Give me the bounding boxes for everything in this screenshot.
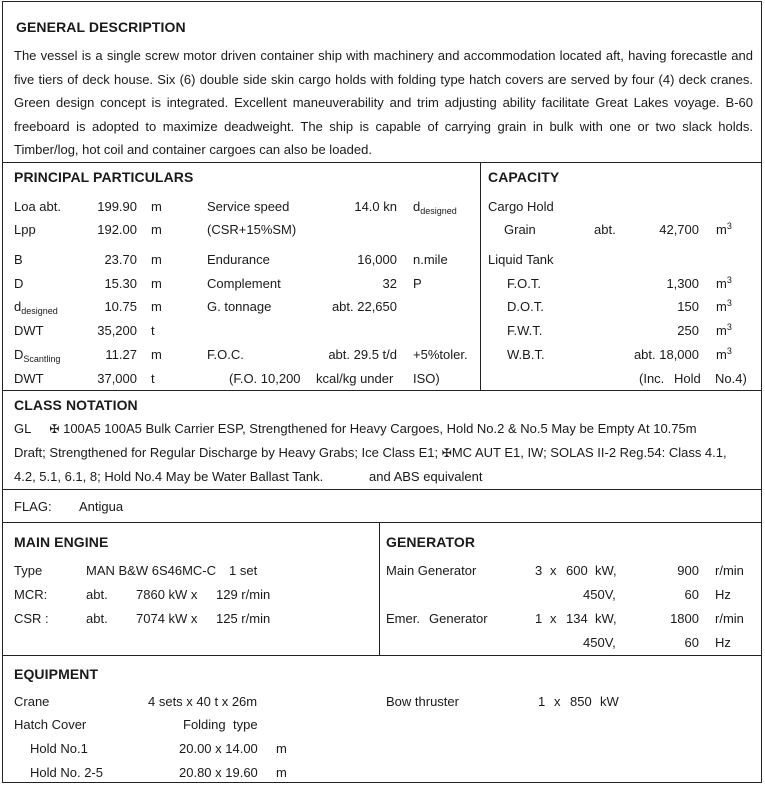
- fot-unit: $m^3$: [716, 275, 732, 291]
- capacity-title: CAPACITY: [488, 169, 560, 185]
- csr-prefix: abt.: [86, 611, 108, 626]
- class-line-2: Draft; Strengthened for Regular Discharge by Heavy Grabs; Ice Class E1; ✠MC AUT E1, IW; SOLAS II-2 Reg.54: Class 4.1,: [14, 445, 727, 460]
- dot-value: 150: [677, 299, 699, 314]
- foc-note-1: (F.O. 10,200: [229, 371, 301, 386]
- wbt-note-1: (Inc.: [639, 371, 665, 386]
- emer-generator-power: 134: [566, 611, 588, 626]
- row-dscantling-label: $D_{Scantling}$: [14, 347, 61, 364]
- wbt-label: W.B.T.: [507, 347, 545, 362]
- hold-1-unit: m: [276, 741, 287, 756]
- row-ddesigned-label: $d_{designed}$: [14, 299, 58, 316]
- equipment-title: EQUIPMENT: [14, 666, 99, 682]
- row-dscantling-sub: Scantling: [23, 354, 61, 364]
- emer-generator-unit: kW,: [595, 611, 617, 626]
- fot-label: F.O.T.: [507, 276, 541, 291]
- mcr-rpm: 129 r/min: [216, 587, 271, 602]
- csr-label: CSR :: [14, 611, 49, 626]
- bow-thruster-label: Bow thruster: [386, 694, 459, 709]
- hold-2-5-value: 20.80 x 19.60: [179, 765, 258, 780]
- wbt-note-3: No.4): [715, 371, 747, 386]
- csr-note: (CSR+15%SM): [207, 222, 297, 237]
- main-engine-title: MAIN ENGINE: [14, 534, 109, 550]
- wbt-unit: $m^3$: [716, 346, 732, 362]
- csr-power: 7074 kW x: [136, 611, 198, 626]
- grain-unit: $m^3$: [716, 221, 732, 237]
- principal-particulars-title: PRINCIPAL PARTICULARS: [14, 169, 194, 185]
- foc-label: F.O.C.: [207, 347, 244, 362]
- row-dscantling-value: 11.27: [105, 347, 137, 362]
- hatch-cover-value-2: type: [233, 717, 258, 732]
- row-b-unit: m: [151, 252, 162, 267]
- equipment-section: [3, 656, 761, 783]
- grain-value: 42,700: [659, 222, 699, 237]
- grain-prefix: abt.: [594, 222, 616, 237]
- fwt-label: F.W.T.: [507, 323, 543, 338]
- engine-type-value: MAN B&W 6S46MC-C: [86, 563, 217, 578]
- emer-generator-freq-unit: Hz: [715, 635, 731, 650]
- class-cross-icon: ✠: [49, 422, 60, 436]
- hold-2-5-label: Hold No. 2-5: [30, 765, 103, 780]
- endurance-unit: n.mile: [413, 252, 448, 267]
- emer-generator-x: x: [550, 611, 557, 626]
- main-generator-freq-unit: Hz: [715, 587, 731, 602]
- main-generator-qty: 3: [535, 563, 543, 578]
- endurance-value: 16,000: [357, 252, 397, 267]
- foc-unit: +5%toler.: [413, 347, 468, 362]
- class-line-3: 4.2, 5.1, 6.1, 8; Hold No.4 May be Water Ballast Tank.: [14, 469, 324, 484]
- row-d-value: 15.30: [104, 276, 137, 291]
- grain-label: Grain: [504, 222, 536, 237]
- engine-type-count: 1 set: [229, 563, 258, 578]
- class-notation-title: CLASS NOTATION: [14, 397, 138, 413]
- dot-unit: $m^3$: [716, 298, 732, 314]
- row-loa-unit: m: [151, 199, 162, 214]
- service-speed-value: 14.0 kn: [354, 199, 397, 214]
- mcr-label: MCR:: [14, 587, 48, 602]
- foc-value: abt. 29.5 t/d: [328, 347, 397, 362]
- wbt-value: abt. 18,000: [633, 347, 699, 362]
- main-generator-power: 600: [566, 563, 588, 578]
- row-dwt-value: 35,200: [97, 323, 137, 338]
- tonnage-value: abt. 22,650: [331, 299, 397, 314]
- row-dwt-unit: t: [151, 323, 155, 338]
- bow-thruster-x: x: [554, 694, 561, 709]
- row-lpp-label: Lpp: [14, 222, 36, 237]
- class-line-3-tail: and ABS equivalent: [369, 469, 483, 484]
- hatch-cover-value: Folding: [183, 717, 226, 732]
- engine-section: [3, 523, 761, 656]
- general-description-section: [3, 2, 761, 163]
- csr-rpm: 125 r/min: [216, 611, 271, 626]
- engine-type-label: Type: [14, 563, 43, 578]
- hold-1-label: Hold No.1: [30, 741, 88, 756]
- mcr-power: 7860 kW x: [136, 587, 198, 602]
- row-dwt-label: DWT: [14, 323, 44, 338]
- emer-generator-speed: 1800: [670, 611, 699, 626]
- engine-divider: [379, 523, 380, 655]
- service-speed-label: Service speed: [207, 199, 290, 214]
- complement-label: Complement: [207, 276, 281, 291]
- emer-generator-label-2: Generator: [429, 611, 488, 626]
- cargo-hold-label: Cargo Hold: [488, 199, 554, 214]
- main-generator-freq: 60: [684, 587, 699, 602]
- wbt-note-2: Hold: [674, 371, 701, 386]
- foc-note-3: ISO): [413, 371, 440, 386]
- main-generator-unit: kW,: [595, 563, 617, 578]
- row-lpp-unit: m: [151, 222, 162, 237]
- row-lpp-value: 192.00: [97, 222, 137, 237]
- row-d-unit: m: [151, 276, 162, 291]
- row-loa-value: 199.90: [97, 199, 137, 214]
- fot-value: 1,300: [666, 276, 699, 291]
- flag-value: Antigua: [79, 499, 124, 514]
- emer-generator-speed-unit: r/min: [715, 611, 744, 626]
- fwt-value: 250: [677, 323, 699, 338]
- emer-generator-qty: 1: [535, 611, 543, 626]
- general-description-text: The vessel is a single screw motor driven container ship with machinery and accommodation located aft, having forecastle and five tiers of deck house. Six (6) double side skin cargo holds with folding type hatch covers are served by four (4) deck cranes. Green design concept is integrated. Excellent maneuverability and trim adjusting ability facilitate Great Lakes voyage. B-60 freeboard is adopted to maximize deadweight. The ship is capable of carrying grain in bulk with one or two slack holds. Timber/log, hot coil and container cargoes can also be loaded.: [14, 48, 753, 157]
- fwt-unit: $m^3$: [716, 322, 732, 338]
- complement-value: 32: [382, 276, 397, 291]
- particulars-divider: [480, 163, 481, 390]
- main-generator-speed-unit: r/min: [715, 563, 744, 578]
- row-ddesigned-sub: designed: [21, 306, 58, 316]
- row-dwt2-unit: t: [151, 371, 155, 386]
- liquid-tank-label: Liquid Tank: [488, 252, 554, 267]
- bow-thruster-power: 850: [570, 694, 592, 709]
- foc-note-2: kcal/kg under: [316, 371, 394, 386]
- crane-label: Crane: [14, 694, 50, 709]
- row-dwt2-label: DWT: [14, 371, 44, 386]
- bow-thruster-unit: kW: [600, 694, 619, 709]
- flag-section: [3, 490, 761, 523]
- row-ddesigned-value: 10.75: [104, 299, 137, 314]
- row-d-label: D: [14, 276, 24, 291]
- generator-title: GENERATOR: [386, 534, 476, 550]
- crane-value: 4 sets x 40 t x 26m: [148, 694, 258, 709]
- main-generator-speed: 900: [677, 563, 699, 578]
- endurance-label: Endurance: [207, 252, 270, 267]
- class-notation-section: [3, 391, 761, 490]
- class-cross-icon-2: ✠: [441, 446, 452, 460]
- dot-label: D.O.T.: [507, 299, 544, 314]
- hold-2-5-unit: m: [276, 765, 287, 780]
- bow-thruster-qty: 1: [538, 694, 546, 709]
- flag-label: FLAG:: [14, 499, 52, 514]
- particulars-section: [3, 163, 761, 391]
- row-b-value: 23.70: [104, 252, 137, 267]
- general-description-title: GENERAL DESCRIPTION: [16, 19, 186, 35]
- mcr-prefix: abt.: [86, 587, 108, 602]
- emer-generator-voltage: 450V,: [583, 635, 616, 650]
- complement-unit: P: [413, 276, 422, 291]
- tonnage-label: G. tonnage: [207, 299, 272, 314]
- hatch-cover-label: Hatch Cover: [14, 717, 87, 732]
- class-line-1: GL ✠ 100A5 100A5 Bulk Carrier ESP, Strengthened for Heavy Cargoes, Hold No.2 & No.5 May be Empty At 10.75m: [14, 421, 697, 436]
- row-b-label: B: [14, 252, 23, 267]
- hold-1-value: 20.00 x 14.00: [179, 741, 258, 756]
- emer-generator-label: Emer.: [386, 611, 420, 626]
- row-loa-label: Loa abt.: [14, 199, 61, 214]
- main-generator-label: Main Generator: [386, 563, 477, 578]
- main-generator-voltage: 450V,: [583, 587, 616, 602]
- row-dwt2-value: 37,000: [97, 371, 137, 386]
- row-dscantling-unit: m: [151, 347, 162, 362]
- emer-generator-freq: 60: [684, 635, 699, 650]
- main-generator-x: x: [550, 563, 557, 578]
- row-ddesigned-unit: m: [151, 299, 162, 314]
- spec-sheet: [2, 1, 762, 783]
- service-speed-unit: $d_{designed}$: [413, 199, 457, 216]
